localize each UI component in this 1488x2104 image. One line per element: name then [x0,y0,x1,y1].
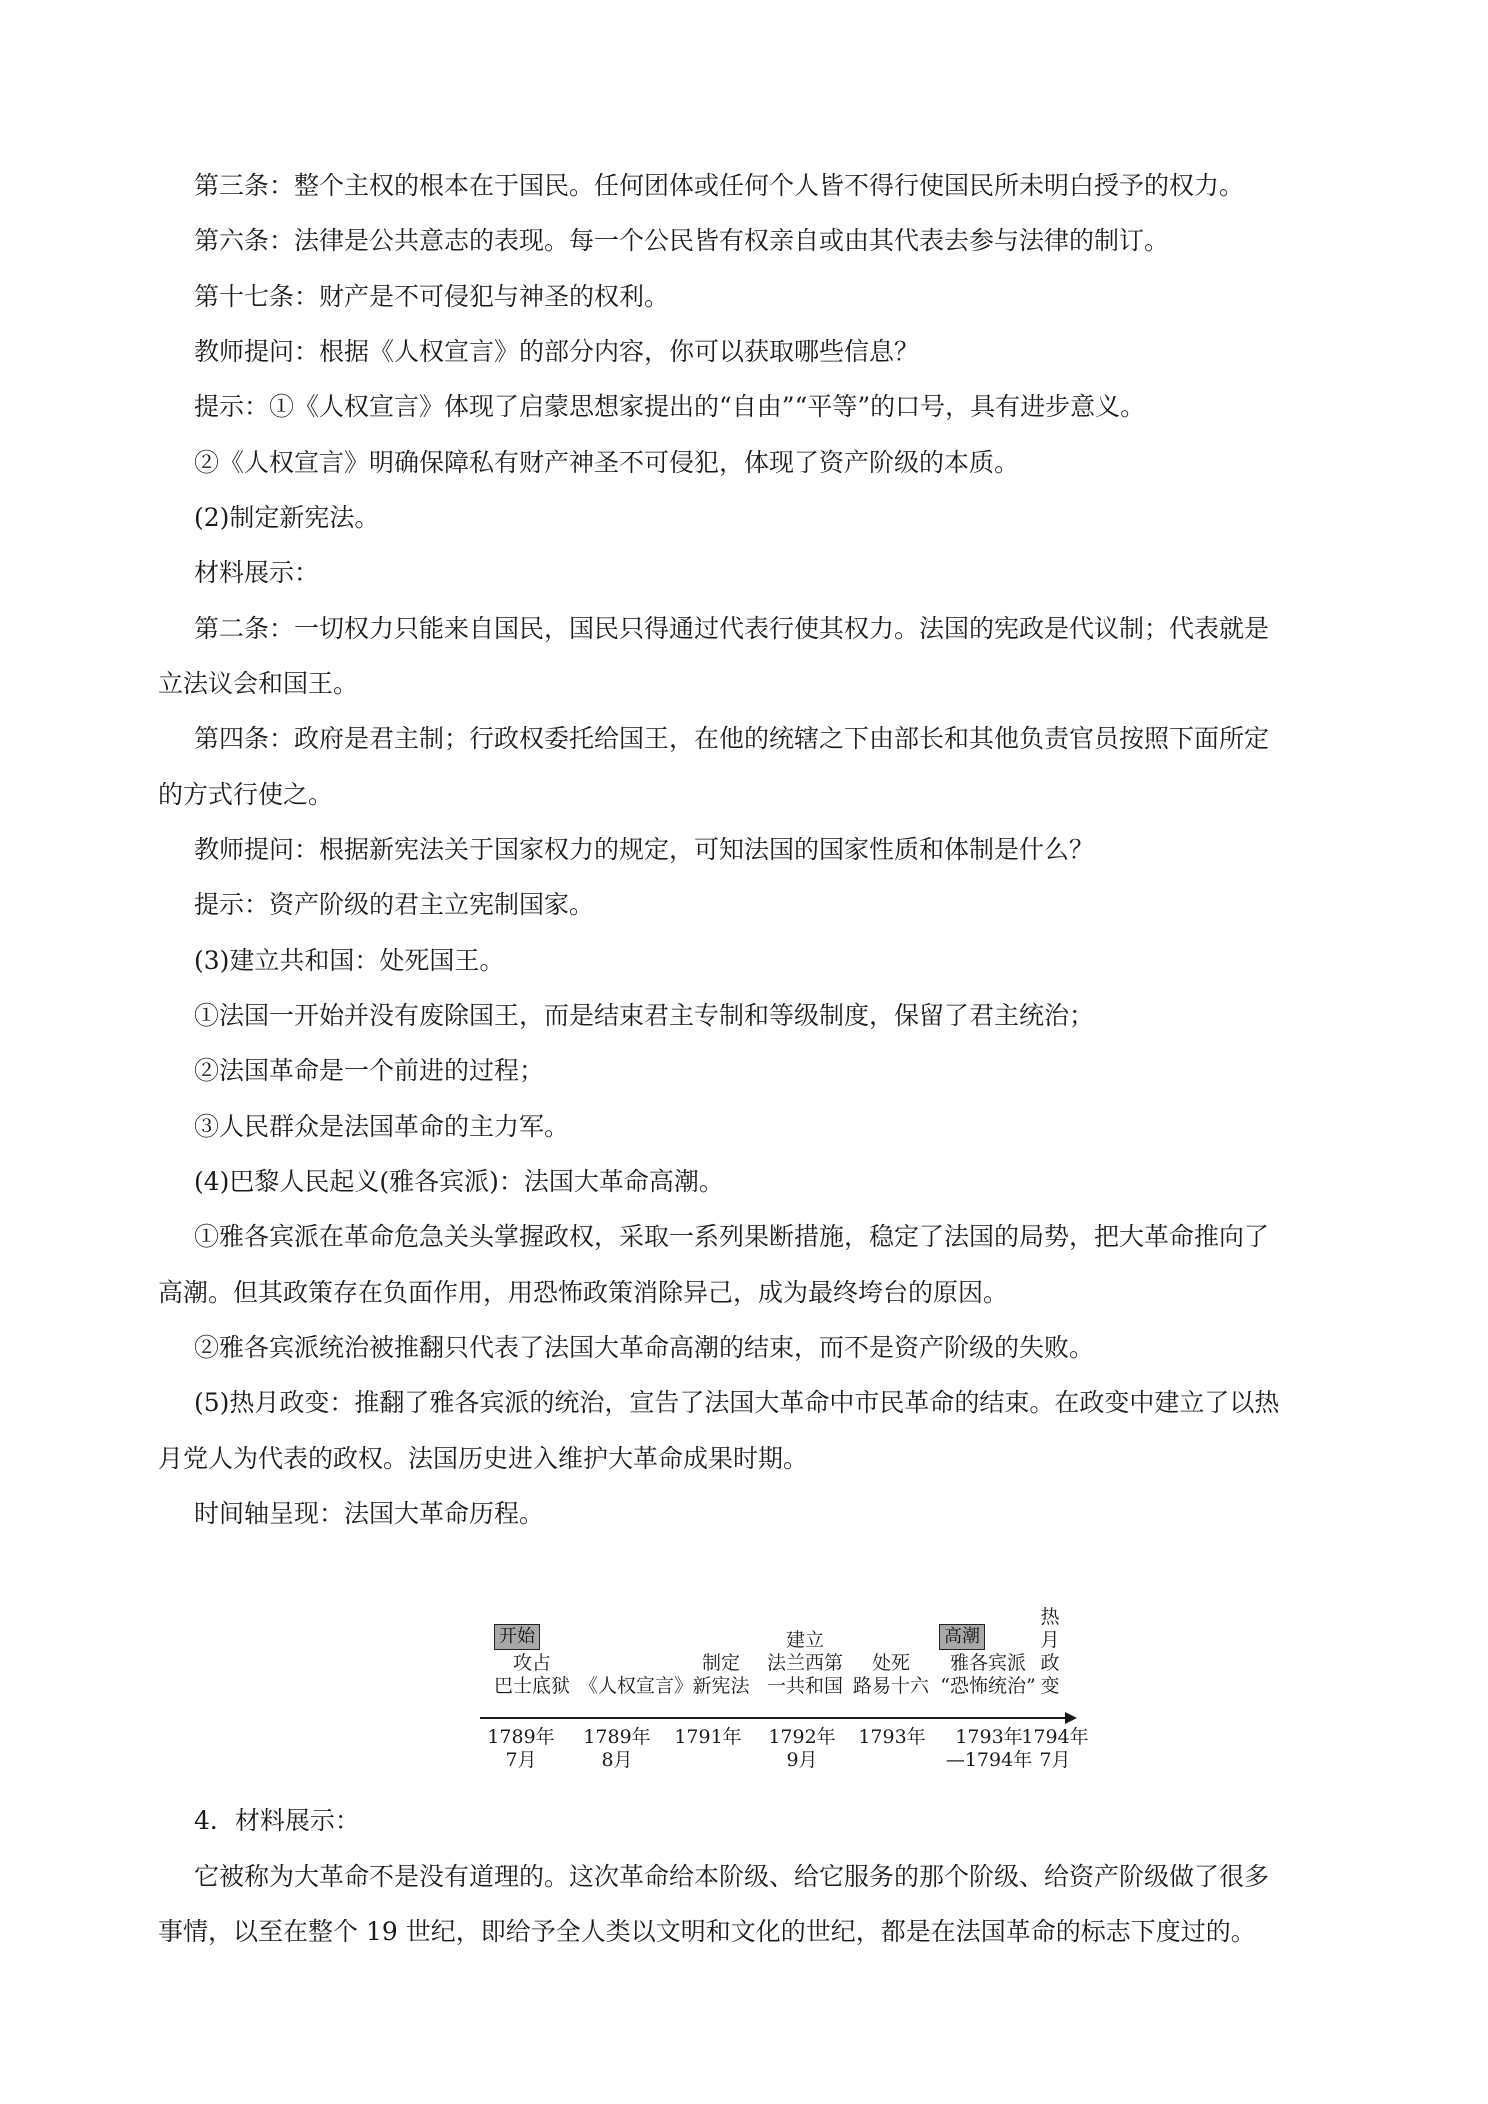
timeline-date: 1793年 [858,1726,926,1748]
text-line: 立法议会和国王。 [158,669,359,698]
text-line: 提示：①《人权宣言》体现了启蒙思想家提出的“自由”“平等”的口号，具有进步意义。 [194,392,1146,421]
text-line: (3)建立共和国：处死国王。 [194,946,505,975]
timeline-event-label: 处死 路易十六 [852,1652,929,1697]
timeline-event-label: 制定 新宪法 [692,1652,750,1697]
text-line: 时间轴呈现：法国大革命历程。 [194,1499,545,1528]
text-line: 材料展示： [194,558,320,587]
timeline-event-label: 雅各宾派 “恐怖统治” [940,1652,1036,1697]
timeline-event-label: 热 月 政 变 [1040,1606,1060,1697]
text-line: 4．材料展示： [194,1806,360,1835]
text-line: 提示：资产阶级的君主立宪制国家。 [194,890,595,919]
timeline-date: 1791年 [674,1726,742,1748]
text-line: ①雅各宾派在革命危急关头掌握政权，采取一系列果断措施，稳定了法国的局势，把大革命推向了 [194,1222,1270,1251]
text-line: ②《人权宣言》明确保障私有财产神圣不可侵犯，体现了资产阶级的本质。 [194,448,1020,477]
timeline-event-label: 建立 法兰西第 一共和国 [766,1629,843,1697]
timeline-event-label: 《人权宣言》 [578,1675,693,1697]
text-line: 月党人为代表的政权。法国历史进入维护大革命成果时期。 [158,1444,809,1473]
text-line: 它被称为大革命不是没有道理的。这次革命给本阶级、给它服务的那个阶级、给资产阶级做了很多 [194,1862,1270,1891]
text-line: 的方式行使之。 [158,780,334,809]
text-line: 高潮。但其政策存在负面作用，用恐怖政策消除异己，成为最终垮台的原因。 [158,1278,1009,1307]
timeline-date: 1789年 7月 [487,1726,555,1771]
text-line: ②法国革命是一个前进的过程； [194,1056,545,1085]
text-line: (4)巴黎人民起义(雅各宾派)：法国大革命高潮。 [194,1167,724,1196]
timeline-date: 1792年 9月 [768,1726,836,1771]
timeline-badge-start: 开始 [494,1624,540,1650]
text-line: (2)制定新宪法。 [194,503,380,532]
text-line: ③人民群众是法国革命的主力军。 [194,1112,570,1141]
text-line: 教师提问：根据新宪法关于国家权力的规定，可知法国的国家性质和体制是什么？ [194,835,1095,864]
text-line: 事情，以至在整个 19 世纪，即给予全人类以文明和文化的世纪，都是在法国革命的标志下度过的。 [158,1917,1256,1946]
timeline-date: 1794年 7月 [1021,1726,1089,1771]
timeline-arrow [1065,1712,1077,1724]
text-line: 教师提问：根据《人权宣言》的部分内容，你可以获取哪些信息？ [194,337,920,366]
text-line: 第二条：一切权力只能来自国民，国民只得通过代表行使其权力。法国的宪政是代议制；代表就是 [194,614,1270,643]
text-line: 第三条：整个主权的根本在于国民。任何团体或任何个人皆不得行使国民所未明白授予的权力。 [194,171,1245,200]
timeline-date: 1793年 —1794年 [945,1726,1033,1771]
timeline-diagram [480,1600,1089,1780]
text-line: 第十七条：财产是不可侵犯与神圣的权利。 [194,282,670,311]
text-line: ①法国一开始并没有废除国王，而是结束君主专制和等级制度，保留了君主统治； [194,1001,1095,1030]
timeline-badge-climax: 高潮 [939,1624,985,1650]
text-line: 第六条：法律是公共意志的表现。每一个公民皆有权亲自或由其代表去参与法律的制订。 [194,226,1170,255]
timeline-event-label: 攻占 巴士底狱 [493,1652,570,1697]
text-line: ②雅各宾派统治被推翻只代表了法国大革命高潮的结束，而不是资产阶级的失败。 [194,1333,1095,1362]
text-line: 第四条：政府是君主制；行政权委托给国王，在他的统辖之下由部长和其他负责官员按照下面所定 [194,724,1270,753]
timeline-date: 1789年 8月 [583,1726,651,1771]
text-line: (5)热月政变：推翻了雅各宾派的统治，宣告了法国大革命中市民革命的结束。在政变中建立了以热 [194,1388,1280,1417]
